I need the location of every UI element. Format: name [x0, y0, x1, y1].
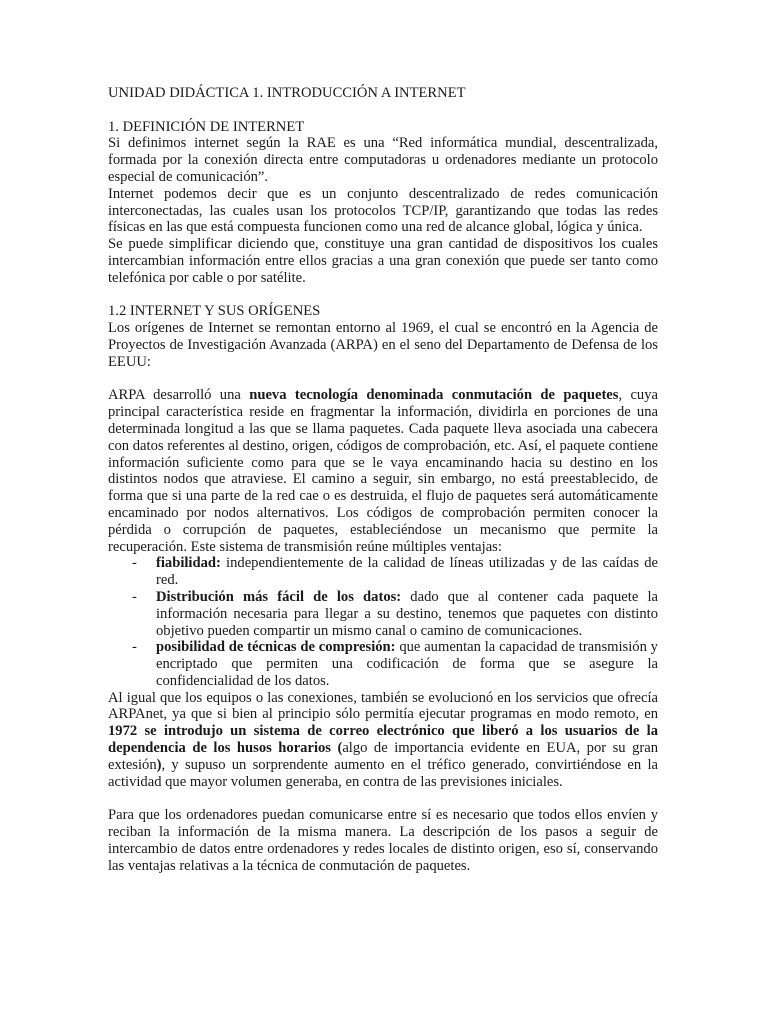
text-run: que aumentan la capacidad de transmisión y encriptado que permiten una codificación de forma que se asegure la confidencialidad de los datos.	[156, 639, 658, 689]
text-run: ARPA desarrolló una	[108, 387, 250, 404]
text-run: algo de importancia evidente en EUA, por su gran extesión	[108, 740, 658, 773]
text-run: independientemente de la calidad de líneas utilizadas y de las caídas de red.	[156, 555, 658, 589]
list-dash: -	[132, 639, 137, 656]
bold-text-run: nueva tecnología denominada conmutación de paquetes	[249, 387, 619, 404]
document-title: UNIDAD DIDÁCTICA 1. INTRODUCCIÓN A INTERNET	[108, 85, 466, 101]
spacer	[108, 371, 658, 388]
section-heading-definicion: 1. DEFINICIÓN DE INTERNET	[108, 118, 305, 135]
document-page	[108, 85, 658, 874]
text-run: dado que al contener cada paquete la información necesaria para llegar a su destino, tenemos que paquetes con distinto objetivo pueden compartir un mismo canal o camino de comunicaciones.	[156, 588, 658, 639]
text-run: , cuya principal característica reside en fragmentar la información, dividirla en porciones de una determinada longitud a las que se llama paquetes. Cada paquete lleva asociada una cabecera con datos referentes al destino, origen, códigos de comprobación, etc. Así, el paquete contiene información suficiente como para que se le vaya encaminando hacia su destino en los distintos nodos que atraviese. El camino a seguir, sin embargo, no está preestablecido, de forma que si una parte de la red cae o es destruida, el flujo de paquetes será automáticamente encaminado por nodos alternativos. Los códigos de comprobación permiten conocer la pérdida o corrupción de paquetes, estableciéndose un mecanismo que permite la recuperación. Este sistema de transmisión reúne múltiples ventajas:	[108, 387, 658, 555]
text-run: Al igual que los equipos o las conexiones, también se evolucionó en los servicios que ofrecía ARPAnet, ya que si bien al principio sólo permitía ejecutar programas en modo remoto, en	[108, 689, 658, 723]
bold-text-run: fiabilidad:	[156, 555, 221, 572]
spacer	[108, 287, 658, 304]
advantages-list	[108, 555, 658, 689]
text-run: , y supuso un sorprendente aumento en el tréfico generado, convirtiéndose en la actividad que mayor volumen generaba, en contra de las previsiones iniciales.	[108, 756, 658, 790]
paragraph-internet-description: Internet podemos decir que es un conjunto descentralizado de redes comunicación interconectadas, las cuales usan los protocolos TCP/IP, garantizando que todas las redes físicas en las que está compuesta funcionen como una red de alcance global, lógica y única.	[108, 185, 658, 236]
bold-text-run: 1972 se introdujo un sistema de correo electrónico que liberó a los usuarios de la dependencia de los husos horarios (	[108, 723, 658, 757]
list-item-fiabilidad	[108, 555, 658, 589]
list-item-distribucion	[108, 589, 658, 639]
spacer	[108, 790, 658, 807]
paragraph-rae-definition: Si definimos internet según la RAE es una “Red informática mundial, descentralizada, formada por la conexión directa entre computadoras u ordenadores mediante un protocolo especial de comunicación”.	[108, 135, 658, 185]
list-item-compresion	[108, 639, 658, 689]
paragraph-arpa-packets	[108, 387, 658, 555]
paragraph-origins: Los orígenes de Internet se remontan entorno al 1969, el cual se encontró en la Agencia de Proyectos de Investigación Avanzada (ARPA) en el seno del Departamento de Defensa de los EEUU:	[108, 320, 658, 370]
section-heading-origenes: 1.2 INTERNET Y SUS ORÍGENES	[108, 303, 321, 320]
bold-text-run: posibilidad de técnicas de compresión:	[156, 639, 396, 656]
paragraph-simplification: Se puede simplificar diciendo que, constituye una gran cantidad de dispositivos los cuales intercambian información entre ellos gracias a una gran conexión que puede ser tanto como telefónica por cable o por satélite.	[108, 236, 658, 286]
paragraph-communication: Para que los ordenadores puedan comunicarse entre sí es necesario que todos ellos envíen y reciban la información de la misma manera. La descripción de los pasos a seguir de intercambio de datos entre ordenadores y redes locales de distinto origen, eso sí, conservando las ventajas relativas a la técnica de conmutación de paquetes.	[108, 807, 658, 874]
bold-text-run: Distribución más fácil de los datos:	[156, 588, 402, 605]
spacer	[108, 102, 658, 119]
list-dash: -	[132, 588, 137, 605]
paragraph-arpanet-evolution	[108, 690, 658, 791]
list-dash: -	[132, 555, 137, 572]
bold-text-run: )	[156, 756, 162, 773]
